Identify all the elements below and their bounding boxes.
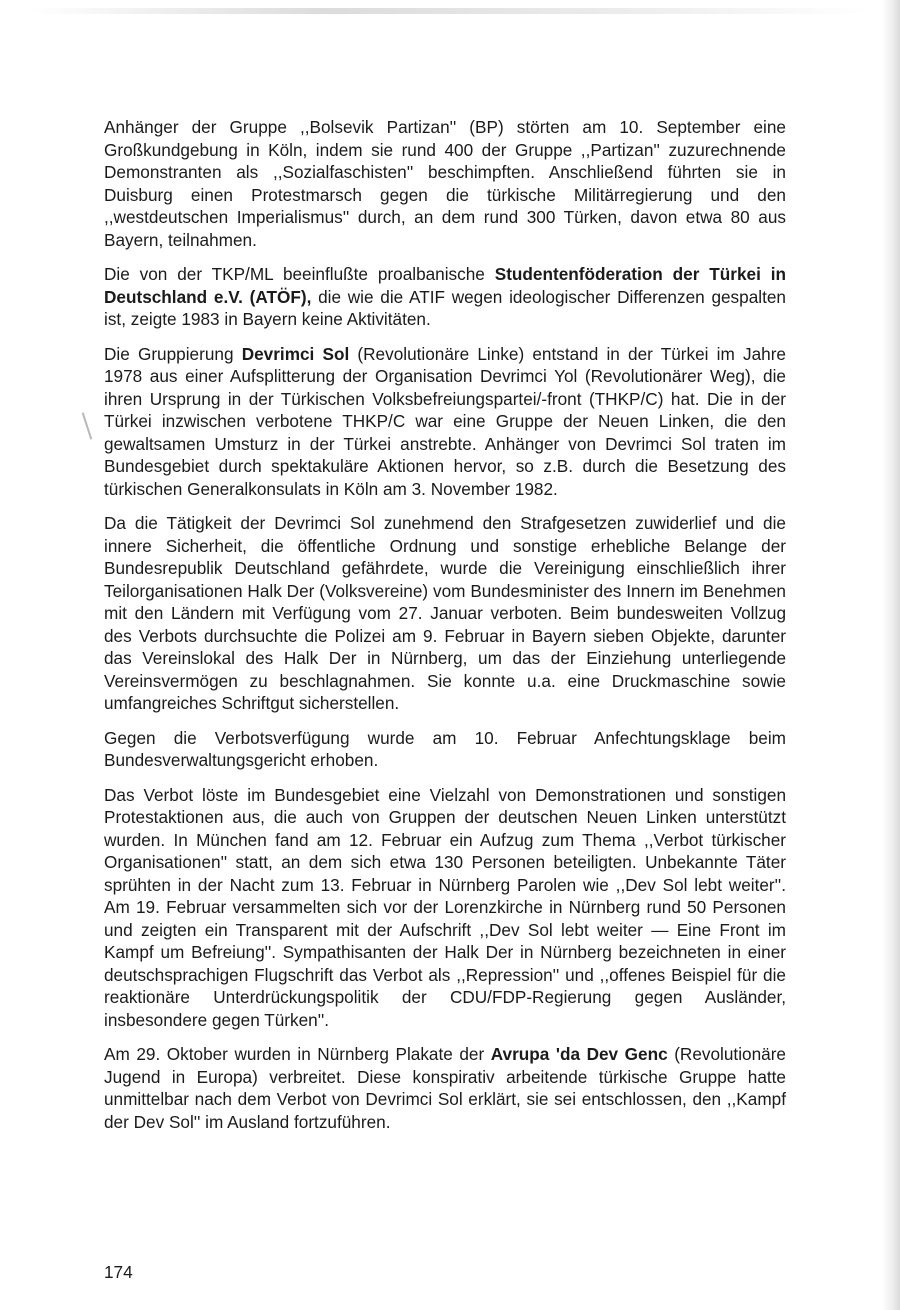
text-run: Gegen die Verbotsverfügung wurde am 10. Februar Anfechtungsklage beim Bundesverwaltungsgericht erhoben. xyxy=(104,727,786,770)
scan-right-shadow xyxy=(882,0,900,1310)
paragraph-6 xyxy=(104,784,786,1032)
text-run: Die Gruppierung xyxy=(104,343,242,364)
text-run: die wie die ATIF wegen ideologischer Differenzen gespalten ist, zeigte 1983 in Bayern keine Aktivitäten. xyxy=(104,286,786,329)
text-run: Am 29. Oktober wurden in Nürnberg Plakate der xyxy=(104,1044,491,1064)
scan-top-shadow xyxy=(30,8,870,14)
paragraph-2 xyxy=(104,263,786,331)
text-run: Das Verbot löste im Bundesgebiet eine Vielzahl von Demonstrationen und sonstigen Protestaktionen aus, die auch von Gruppen der deutschen Neuen Linken unterstützt wurden. In München fand am 12. Februar ein Aufzug zum Thema ,,Verbot türkischer Organisationen'' statt, an dem sich etwa 130 Personen beteiligten. Unbekannte Täter sprühten in der Nacht zum 13. Februar in Nürnberg Parolen wie ,,Dev Sol lebt weiter''. Am 19. Februar versammelten sich vor der Lorenzkirche in Nürnberg rund 50 Personen und zeigten ein Transparent mit der Aufschrift ,,Dev Sol lebt weiter — Eine Front im Kampf um Befreiung''. Sympathisanten der Halk Der in Nürnberg bezeichneten in einer deutschsprachigen Flugschrift das Verbot als ,,Repression'' und ,,offenes Beispiel für die reaktionäre Unterdrückungspolitik der CDU/FDP-Regierung gegen Ausländer, insbesondere gegen Türken''. xyxy=(104,784,786,1030)
text-run: Da die Tätigkeit der Devrimci Sol zunehmend den Strafgesetzen zuwiderlief und die innere Sicherheit, die öffentliche Ordnung und sonstige erhebliche Belange der Bundesrepublik Deutschland gefährdete, wurde die Vereinigung einschließlich ihrer Teilorganisationen Halk Der (Volksvereine) vom Bundesminister des Innern im Benehmen mit den Ländern mit Verfügung vom 27. Januar verboten. Beim bundesweiten Vollzug des Verbots durchsuchte die Polizei am 9. Februar in Bayern sieben Objekte, darunter das Vereinslokal des Halk Der in Nürnberg, um das der Einziehung unterliegende Vereinsvermögen zu beschlagnahmen. Sie konnte u.a. eine Druckmaschine sowie umfangreiches Schriftgut sicherstellen. xyxy=(104,513,786,713)
paragraph-4 xyxy=(104,512,786,715)
paragraph-3 xyxy=(104,343,786,501)
body-text xyxy=(104,116,786,1145)
text-run: Die von der TKP/ML beeinflußte proalbanische xyxy=(104,264,495,284)
organization-name-atoef: Studentenföderation der Türkei in Deutschland e.V. (ATÖF), xyxy=(104,264,786,307)
paragraph-1 xyxy=(104,116,786,251)
paragraph-7 xyxy=(104,1043,786,1133)
text-run: (Revolutionäre Linke) entstand in der Türkei im Jahre 1978 aus einer Aufsplitterung der Organisation Devrimci Yol (Revolutionärer Weg), die ihren Ursprung in der Türkischen Volksbefreiungspartei/-front (THKP/C) hat. Die in der Türkei inzwischen verbotene THKP/C war eine Gruppe der Neuen Linken, die den gewaltsamen Umsturz in der Türkei anstrebte. Anhänger von Devrimci Sol traten im Bundesgebiet durch spektakuläre Aktionen hervor, so z.B. durch die Besetzung des türkischen Generalkonsulats in Köln am 3. November 1982. xyxy=(104,343,786,499)
organization-name-avrupa-da-dev-genc: Avrupa 'da Dev Genc xyxy=(490,1044,668,1064)
page-number: 174 xyxy=(104,1262,133,1282)
organization-name-devrimci-sol: Devrimci Sol xyxy=(241,343,350,364)
margin-pencil-mark xyxy=(82,412,93,439)
text-run: Anhänger der Gruppe ,,Bolsevik Partizan'' (BP) störten am 10. September eine Großkundgebung in Köln, indem sie rund 400 der Gruppe ,,Partizan'' zuzurechnende Demonstranten als ,,Sozialfaschisten'' beschimpften. Anschließend führten sie in Duisburg einen Protestmarsch gegen die türkische Militärregierung und den ,,westdeutschen Imperialismus'' durch, an dem rund 300 Türken, davon etwa 80 aus Bayern, teilnahmen. xyxy=(104,117,786,250)
paragraph-5 xyxy=(104,727,786,772)
text-run: (Revolutionäre Jugend in Europa) verbreitet. Diese konspirativ arbeitende türkische Gruppe hatte unmittelbar nach dem Verbot von Devrimci Sol erklärt, sie sei entschlossen, den ,,Kampf der Dev Sol'' im Ausland fortzuführen. xyxy=(104,1044,786,1132)
